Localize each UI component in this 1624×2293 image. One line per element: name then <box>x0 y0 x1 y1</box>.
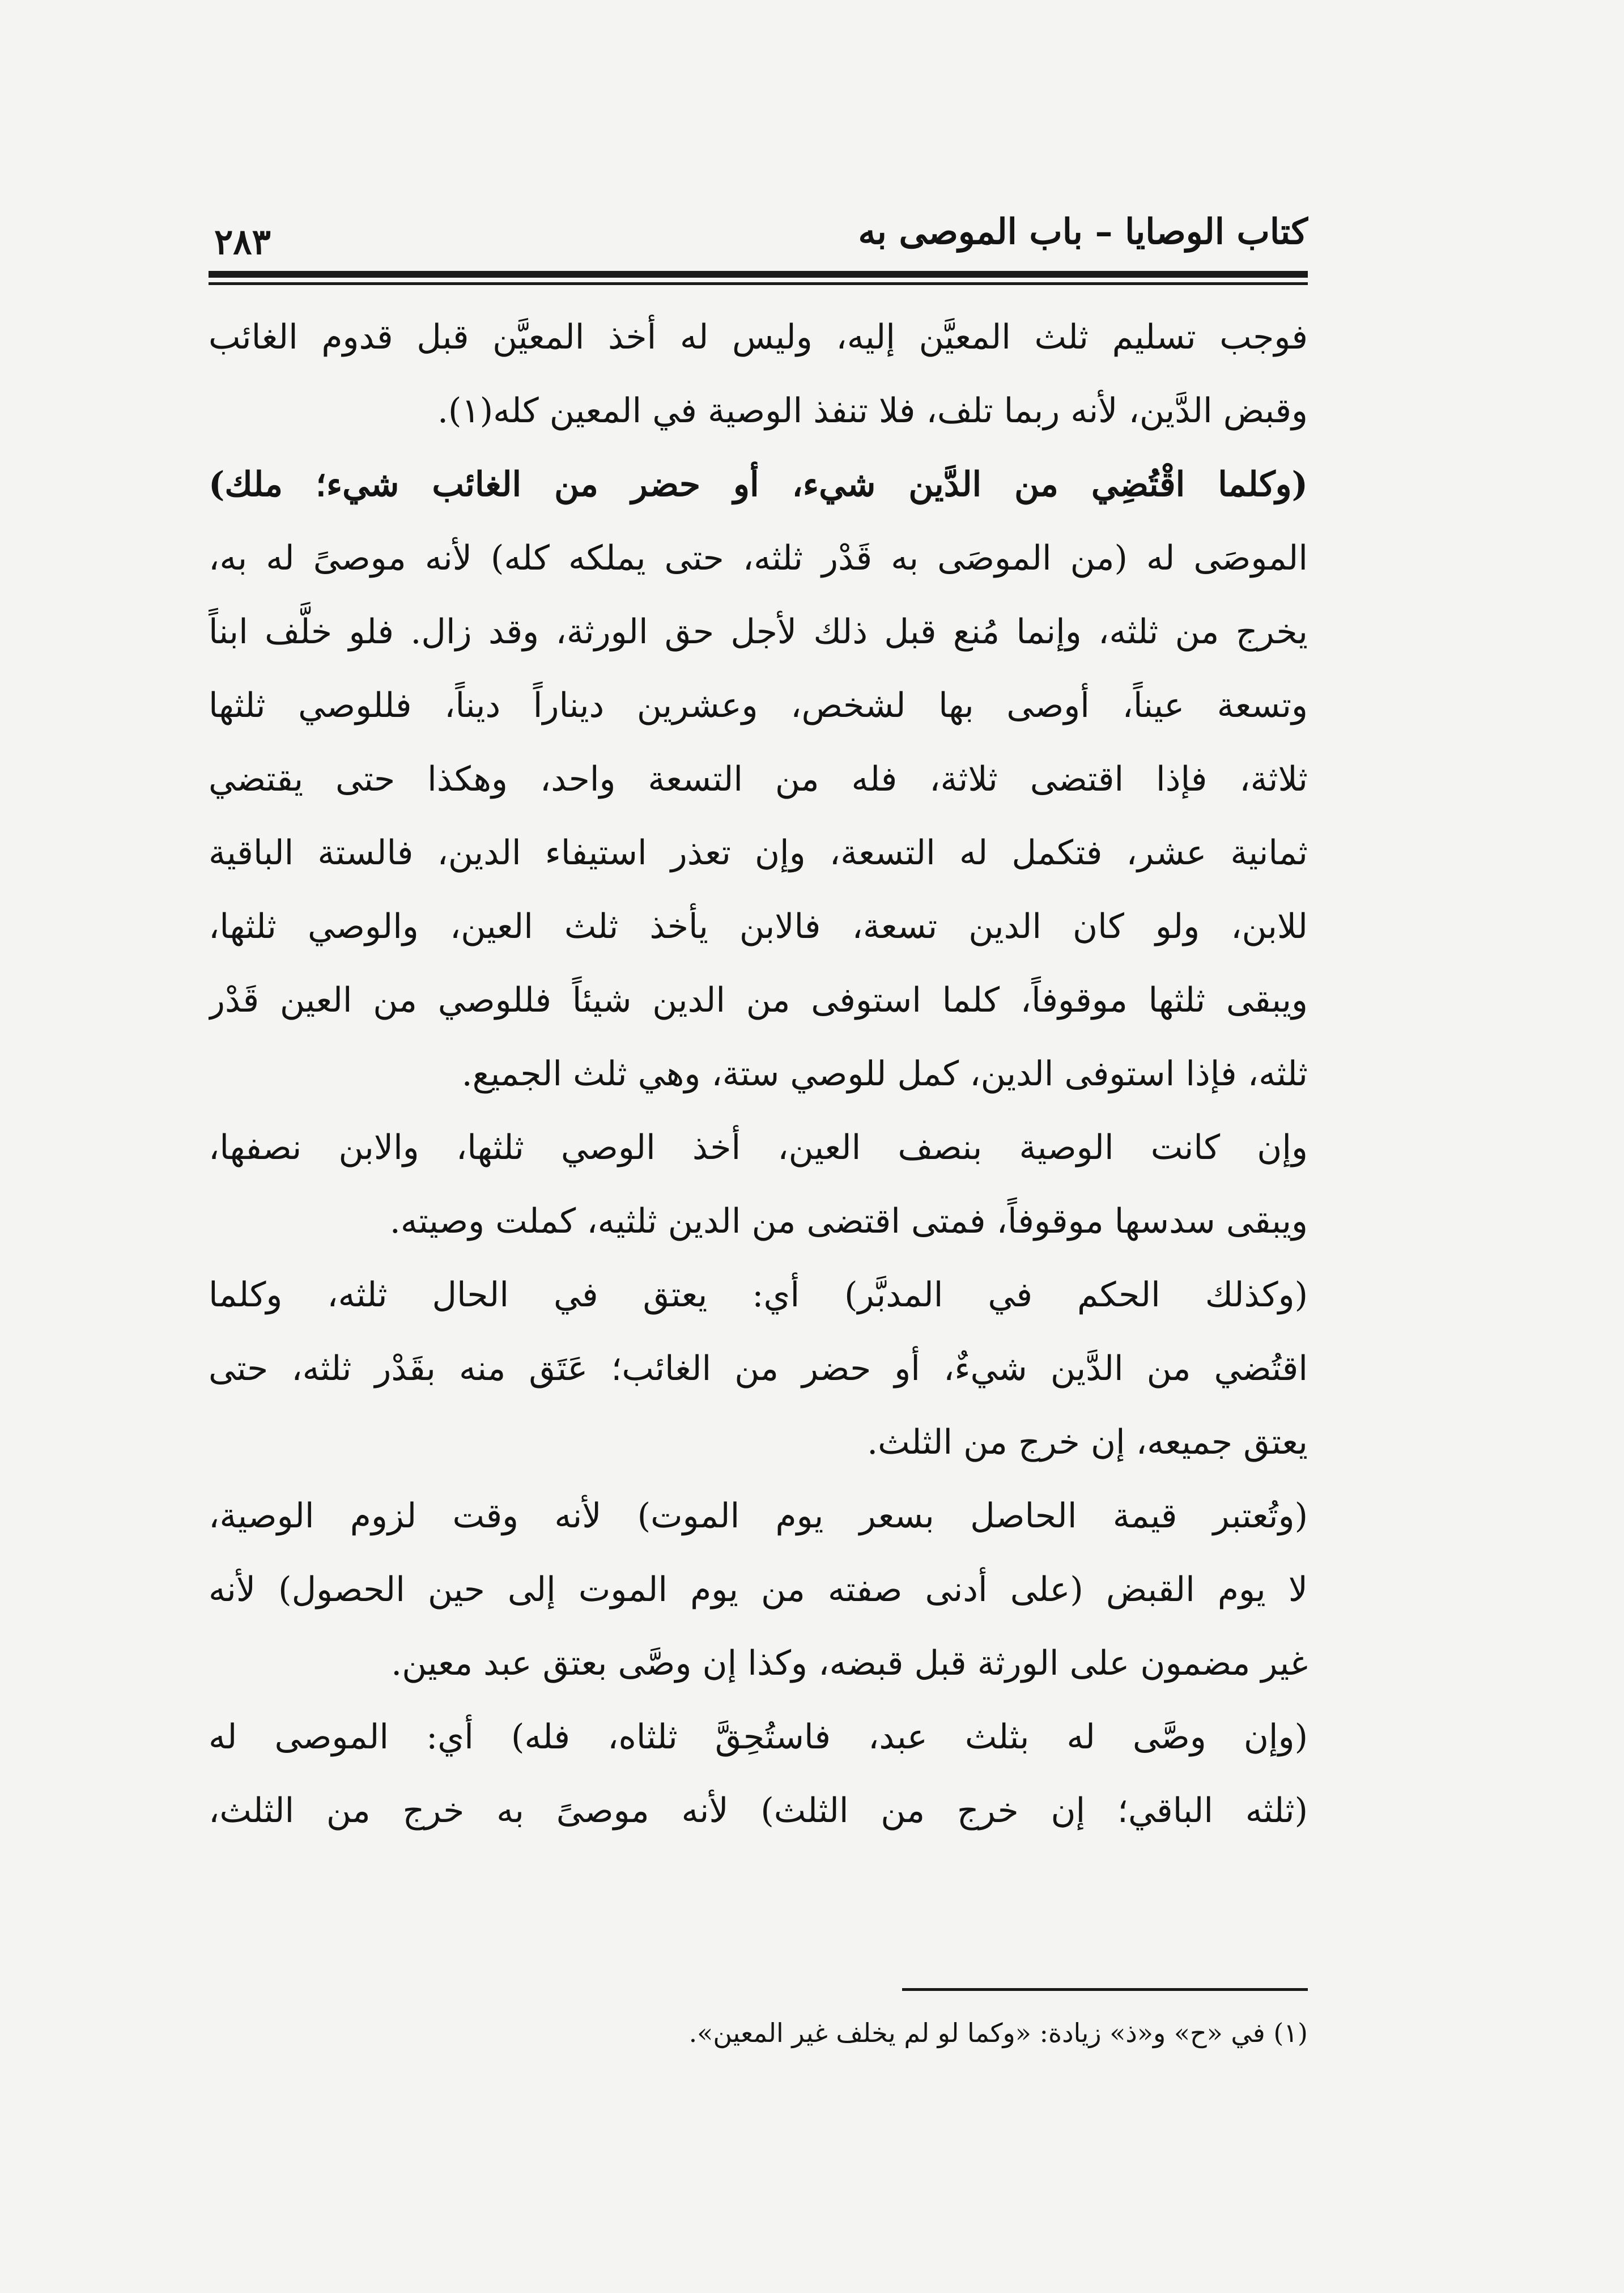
text-line: (وإن وصَّى له بثلث عبد، فاستُحِقَّ ثلثاه، فله) أي: الموصى له <box>209 1717 1308 1757</box>
header-rule-thick <box>209 271 1308 278</box>
running-title: كتاب الوصايا – باب الموصى به <box>858 211 1308 252</box>
header-rule-thin <box>209 282 1308 285</box>
page-number: ٢٨٣ <box>214 221 271 262</box>
text-line: للابن، ولو كان الدين تسعة، فالابن يأخذ ثلث العين، والوصي ثلثها، <box>209 907 1308 946</box>
text-line: لا يوم القبض (على أدنى صفته من يوم الموت إلى حين الحصول) لأنه <box>209 1570 1308 1610</box>
text-line: (وكذلك الحكم في المدبَّر) أي: يعتق في الحال ثلثه، وكلما <box>209 1275 1308 1315</box>
text-line: وقبض الدَّين، لأنه ربما تلف، فلا تنفذ الوصية في المعين كله(١). <box>437 391 1308 431</box>
text-line: اقتُضي من الدَّين شيءٌ، أو حضر من الغائب؛ عَتَق منه بقَدْر ثلثه، حتى <box>209 1349 1308 1388</box>
text-line: ويبقى ثلثها موقوفاً، كلما استوفى من الدين شيئاً فللوصي من العين قَدْر <box>209 980 1308 1020</box>
text-line: ثلثه، فإذا استوفى الدين، كمل للوصي ستة، وهي ثلث الجميع. <box>461 1054 1308 1094</box>
footnote: (١) في «ح» و«ذ» زيادة: «وكما لو لم يخلف غير المعين». <box>688 2018 1308 2048</box>
text-line: يعتق جميعه، إن خرج من الثلث. <box>867 1422 1308 1462</box>
text-line: غير مضمون على الورثة قبل قبضه، وكذا إن وصَّى بعتق عبد معين. <box>391 1644 1308 1683</box>
page-header <box>209 211 1308 267</box>
text-line: ثمانية عشر، فتكمل له التسعة، وإن تعذر استيفاء الدين، فالستة الباقية <box>209 833 1308 873</box>
text-line: ويبقى سدسها موقوفاً، فمتى اقتضى من الدين ثلثيه، كملت وصيته. <box>389 1201 1308 1241</box>
footnote-separator <box>902 1988 1308 1991</box>
text-line: الموصَى له (من الموصَى به قَدْر ثلثه، حتى يملكه كله) لأنه موصىً له به، <box>209 538 1308 578</box>
text-line: فوجب تسليم ثلث المعيَّن إليه، وليس له أخذ المعيَّن قبل قدوم الغائب <box>209 317 1308 357</box>
page-body <box>209 300 1308 1848</box>
text-line: (وكلما اقْتُضِي من الدَّين شيء، أو حضر من الغائب شيء؛ ملك) <box>209 465 1308 504</box>
text-line: (وتُعتبر قيمة الحاصل بسعر يوم الموت) لأنه وقت لزوم الوصية، <box>209 1496 1308 1536</box>
text-line: (ثلثه الباقي؛ إن خرج من الثلث) لأنه موصىً به خرج من الثلث، <box>209 1791 1308 1831</box>
text-line: وتسعة عيناً، أوصى بها لشخص، وعشرين ديناراً ديناً، فللوصي ثلثها <box>209 686 1308 725</box>
text-line: يخرج من ثلثه، وإنما مُنع قبل ذلك لأجل حق الورثة، وقد زال. فلو خلَّف ابناً <box>209 612 1308 652</box>
text-line: وإن كانت الوصية بنصف العين، أخذ الوصي ثلثها، والابن نصفها، <box>209 1128 1308 1167</box>
text-line: ثلاثة، فإذا اقتضى ثلاثة، فله من التسعة واحد، وهكذا حتى يقتضي <box>209 759 1308 799</box>
